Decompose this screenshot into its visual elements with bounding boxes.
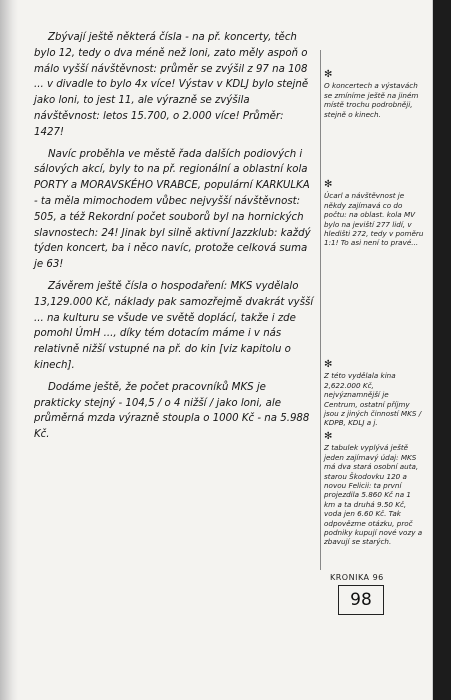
main-text xyxy=(34,30,316,449)
margin-note-text: Úcarl a návštěvnost je někdy zajímavá co do počtu: na oblast. kola MV bylo na jeviští 277 lidí, v hledišti 272, tedy v poměru 1:1! To asi není to pravé... xyxy=(324,191,424,248)
margin-note-text: Z této vydělala kina 2,622.000 Kč, nejvýznamnější je Centrum, ostatní příjmy jsou z jiných činností MKS / KDPB, KDLJ a j. xyxy=(324,371,422,428)
margin-note-3 xyxy=(324,360,424,428)
asterisk-icon: ✻ xyxy=(324,359,333,370)
margin-note-1 xyxy=(324,70,424,119)
chronicle-label: KRONIKA 96 xyxy=(330,573,384,582)
page-number: 98 xyxy=(338,585,384,615)
margin-note-text: Z tabulek vyplývá ještě jeden zajímavý údaj: MKS má dva stará osobní auta, starou Škodovku 120 a novou Felicii: ta první projezdila 5.860 Kč na 1 km a ta druhá 9.50 Kč, voda jen 6.60 Kč. Tak odpovězme otázku, proč podniky kupují nové vozy a zbavují se starých. xyxy=(324,443,423,547)
paragraph-4: Dodáme ještě, že počet pracovníků MKS je prakticky stejný - 104,5 / o 4 nižší / jako loni, ale průměrná mzda výrazně stoupla o 1000 Kč - na 5.988 Kč. xyxy=(34,381,310,441)
asterisk-icon: ✻ xyxy=(324,69,333,80)
margin-note-2 xyxy=(324,180,424,248)
paragraph-1: Zbývají ještě některá čísla - na př. koncerty, těch bylo 12, tedy o dva méně než loni, zato měly aspoň o málo vyšší návštěvnost: průměr se zvýšil z 97 na 108 ... v divadle to bylo 4x více! Výstav v KDLJ bylo stejně jako loni, to jest 11, ale výrazně se zvýšila návštěvnost: letos 15.700, o 2.000 více! Průměr: 1427! xyxy=(34,32,309,138)
margin-note-4 xyxy=(324,432,424,547)
paragraph-2: Navíc proběhla ve městě řada dalších podiových i sálových akcí, byly to na př. regionální a oblastní kola PORTY a MORAVSKÉHO VRABCE, populární KARKULKA - ta měla mimochodem vůbec nejvyšší návštěvnost: 505, a též Rekordní počet souborů byl na hornických slavnostech: 24! Jinak byl silně aktivní Jazzklub: každý týden koncert, ba i něco navíc, protože celková suma je 63! xyxy=(34,148,311,271)
asterisk-icon: ✻ xyxy=(324,179,333,190)
binding-gutter xyxy=(0,0,18,700)
margin-rule xyxy=(320,50,321,570)
asterisk-icon: ✻ xyxy=(324,431,333,442)
paragraph-3: Závěrem ještě čísla o hospodaření: MKS vydělalo 13,129.000 Kč, náklady pak samozřejmě dvakrát vyšší ... na kulturu se všude ve světě doplácí, takže i zde pomohl ÚmH ..., díky tém dotacím máme i v nás relativně nižší vstupné na př. do kin [viz kapitolu o kinech]. xyxy=(34,280,314,371)
margin-note-text: O koncertech a výstavách se zmíníme ještě na jiném místě trochu podrobněji, stejně o kinech. xyxy=(324,81,419,119)
